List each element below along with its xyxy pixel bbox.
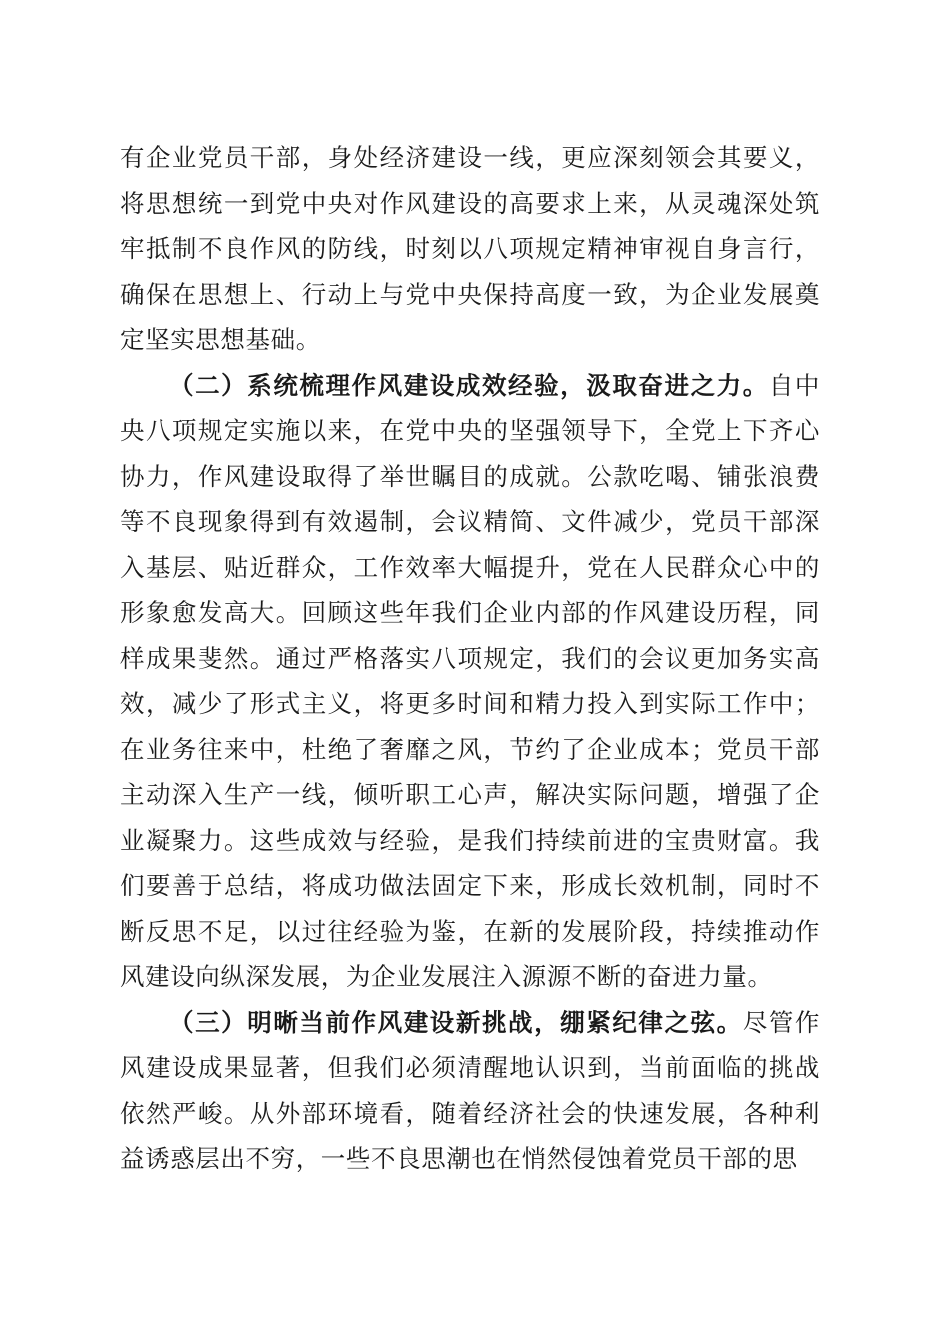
document-body [120,135,820,1182]
paragraph-1-text: 有企业党员干部，身处经济建设一线，更应深刻领会其要义，将思想统一到党中央对作风建设的高要求上来，从灵魂深处筑牢抵制不良作风的防线，时刻以八项规定精神审视自身言行，确保在思想上、行动上与党中央保持高度一致，为企业发展奠定坚实思想基础。 [120,143,820,354]
paragraph-2-text: 自中央八项规定实施以来，在党中央的坚强领导下，全党上下齐心协力，作风建设取得了举世瞩目的成就。公款吃喝、铺张浪费等不良现象得到有效遏制，会议精简、文件减少，党员干部深入基层、贴近群众，工作效率大幅提升，党在人民群众心中的形象愈发高大。回顾这些年我们企业内部的作风建设历程，同样成果斐然。通过严格落实八项规定，我们的会议更加务实高效，减少了形式主义，将更多时间和精力投入到实际工作中；在业务往来中，杜绝了奢靡之风，节约了企业成本；党员干部主动深入生产一线，倾听职工心声，解决实际问题，增强了企业凝聚力。这些成效与经验，是我们持续前进的宝贵财富。我们要善于总结，将成功做法固定下来，形成长效机制，同时不断反思不足，以过往经验为鉴，在新的发展阶段，持续推动作风建设向纵深发展，为企业发展注入源源不断的奋进力量。 [120,370,820,991]
paragraph-1 [120,135,820,363]
paragraph-3-text: 尽管作风建设成果显著，但我们必须清醒地认识到，当前面临的挑战依然严峻。从外部环境看，随着经济社会的快速发展，各种利益诱惑层出不穷，一些不良思潮也在悄然侵蚀着党员干部的思 [120,1007,820,1173]
paragraph-2 [120,363,820,1000]
paragraph-3-heading: （三）明晰当前作风建设新挑战，绷紧纪律之弦。 [169,1007,743,1037]
paragraph-2-heading: （二）系统梳理作风建设成效经验，汲取奋进之力。 [169,370,769,400]
paragraph-3 [120,1000,820,1182]
